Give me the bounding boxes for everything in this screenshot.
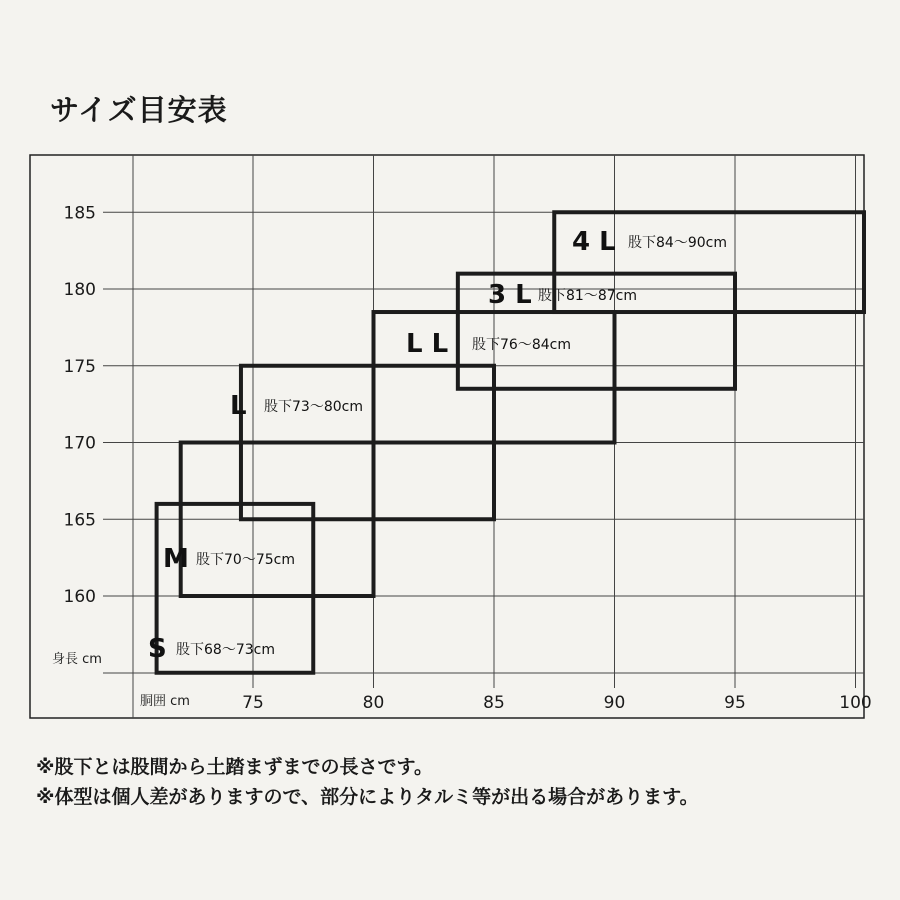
size-label: L L — [406, 329, 449, 359]
x-tick-label: 75 — [242, 693, 264, 713]
y-axis-label: 身長 cm — [52, 652, 102, 667]
x-tick-label: 85 — [483, 693, 505, 713]
size-label: 3 L — [488, 280, 532, 310]
y-tick-label: 165 — [63, 510, 96, 531]
y-tick-label: 180 — [63, 280, 96, 300]
x-tick-label: 90 — [603, 693, 626, 713]
size-label: S — [148, 634, 167, 664]
inseam-label: 股下70〜75cm — [196, 552, 295, 568]
x-tick-label: 95 — [724, 693, 746, 713]
x-tick-label: 80 — [362, 693, 385, 713]
y-tick-label: 160 — [63, 587, 96, 607]
size-label: M — [163, 544, 189, 574]
x-axis-label: 胴囲 cm — [140, 694, 190, 709]
inseam-label: 股下68〜73cm — [176, 642, 275, 658]
inseam-label: 股下81〜87cm — [538, 288, 637, 304]
grid-layer — [103, 155, 864, 718]
footnote-1: ※股下とは股間から土踏まずまでの長さです。 — [36, 756, 433, 778]
footnotes — [36, 752, 699, 812]
inseam-label: 股下76〜84cm — [472, 337, 571, 353]
x-tick-label: 100 — [839, 693, 872, 713]
y-tick-label: 175 — [63, 356, 96, 377]
chart-title: サイズ目安表 — [50, 93, 228, 127]
tick-layer — [64, 203, 872, 713]
size-label: L — [230, 391, 247, 421]
inseam-label: 股下84〜90cm — [628, 235, 727, 251]
size-label: 4 L — [572, 227, 616, 257]
inseam-label: 股下73〜80cm — [264, 399, 363, 415]
footnote-2: ※体型は個人差がありますので、部分によりタルミ等が出る場合があります。 — [36, 786, 699, 808]
y-tick-label: 185 — [63, 203, 96, 224]
y-tick-label: 170 — [63, 433, 96, 454]
